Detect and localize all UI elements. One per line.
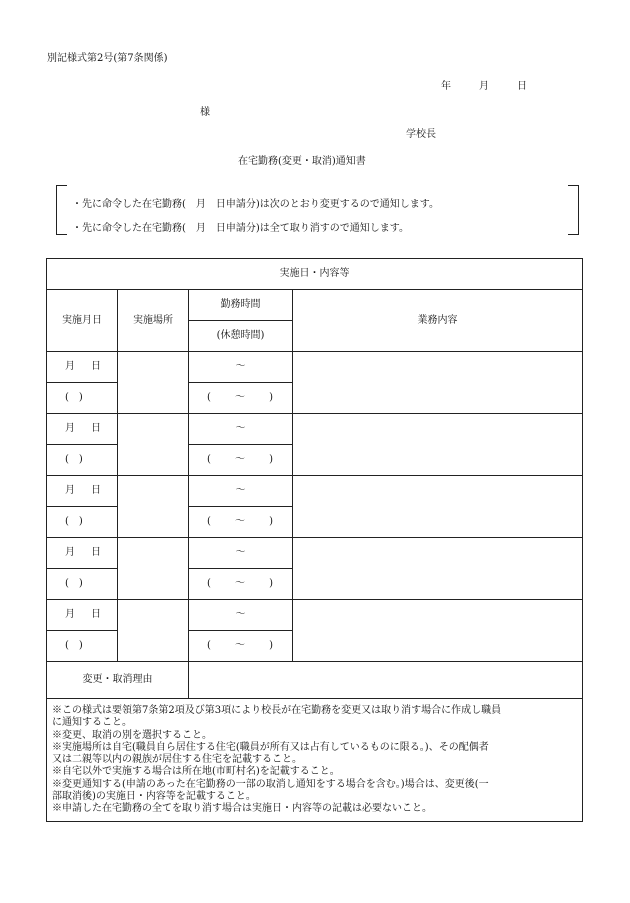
break-close-paren: ) (269, 578, 273, 589)
col-header-break: (休憩時間) (189, 321, 293, 352)
section-header: 実施日・内容等 (47, 259, 583, 290)
break-cell[interactable] (189, 631, 293, 662)
left-bracket (56, 185, 67, 235)
date-cell[interactable] (47, 414, 118, 445)
break-close-paren: ) (269, 454, 273, 465)
break-close-paren: ) (269, 516, 273, 527)
addressee-honorific: 様 (200, 107, 210, 118)
date-cell[interactable] (47, 600, 118, 631)
year-label: 年 (441, 81, 451, 92)
schedule-table (46, 258, 583, 822)
day-label: 日 (91, 485, 101, 496)
hours-cell[interactable] (189, 414, 293, 445)
date-cell[interactable] (47, 476, 118, 507)
month-label: 月 (65, 485, 75, 496)
month-label: 月 (65, 361, 75, 372)
notes-box (47, 699, 583, 822)
hours-cell[interactable] (189, 600, 293, 631)
option-change[interactable]: ・先に命令した在宅勤務( 月 日申請分)は次のとおり変更するので通知します。 (72, 199, 440, 210)
note-line: 部取消後)の実施日・内容等を記載すること。 (52, 791, 256, 803)
note-line: ※申請した在宅勤務の全てを取り消す場合は実施日・内容等の記載は必要ないこと。 (52, 803, 432, 815)
note-line: ※変更通知する(申請のあった在宅勤務の一部の取消し通知をする場合を含む。)場合は、変更後(一 (52, 778, 489, 790)
col-header-date: 実施月日 (47, 290, 118, 352)
break-open-paren: ( (207, 578, 211, 589)
weekday-cell[interactable] (47, 445, 118, 476)
date-line (441, 77, 527, 92)
hours-cell[interactable] (189, 476, 293, 507)
work-content-cell[interactable] (293, 352, 583, 414)
break-close-paren: ) (269, 392, 273, 403)
tilde-mark: ～ (235, 547, 246, 558)
break-cell[interactable] (189, 507, 293, 538)
document-title: 在宅勤務(変更・取消)通知書 (238, 156, 366, 167)
place-cell[interactable] (118, 414, 189, 476)
work-content-cell[interactable] (293, 414, 583, 476)
weekday-cell[interactable] (47, 383, 118, 414)
weekday-paren: ( ) (65, 640, 83, 651)
tilde-mark: ～ (235, 485, 246, 496)
date-cell[interactable] (47, 352, 118, 383)
weekday-paren: ( ) (65, 454, 83, 465)
day-label: 日 (91, 609, 101, 620)
col-header-place: 実施場所 (118, 290, 189, 352)
place-cell[interactable] (118, 352, 189, 414)
work-content-cell[interactable] (293, 476, 583, 538)
note-line: ※変更、取消の別を選択すること。 (52, 729, 212, 741)
break-open-paren: ( (207, 392, 211, 403)
option-cancel[interactable]: ・先に命令した在宅勤務( 月 日申請分)は全て取り消すので通知します。 (72, 223, 410, 234)
weekday-cell[interactable] (47, 507, 118, 538)
month-label: 月 (479, 81, 489, 92)
tilde-mark: ～ (235, 454, 245, 465)
day-label: 日 (91, 547, 101, 558)
month-label: 月 (65, 547, 75, 558)
break-cell[interactable] (189, 445, 293, 476)
work-content-cell[interactable] (293, 600, 583, 662)
date-cell[interactable] (47, 538, 118, 569)
weekday-cell[interactable] (47, 631, 118, 662)
hours-cell[interactable] (189, 352, 293, 383)
tilde-mark: ～ (235, 609, 246, 620)
break-cell[interactable] (189, 383, 293, 414)
weekday-paren: ( ) (65, 578, 83, 589)
weekday-paren: ( ) (65, 392, 83, 403)
tilde-mark: ～ (235, 516, 245, 527)
tilde-mark: ～ (235, 578, 245, 589)
col-header-hours: 勤務時間 (189, 290, 293, 321)
day-label: 日 (91, 361, 101, 372)
tilde-mark: ～ (235, 423, 246, 434)
tilde-mark: ～ (235, 640, 245, 651)
work-content-cell[interactable] (293, 538, 583, 600)
note-line: ※実施場所は自宅(職員自ら居住する住宅(職員が所有又は占有しているものに限る。)、その配偶者 (52, 741, 489, 753)
right-bracket (568, 185, 579, 235)
note-line: ※自宅以外で実施する場合は所在地(市町村名)を記載すること。 (52, 766, 340, 778)
hours-cell[interactable] (189, 538, 293, 569)
note-line: ※この様式は要領第7条第2項及び第3項により校長が在宅勤務を変更又は取り消す場合に作成し職員 (52, 705, 502, 716)
reason-label: 変更・取消理由 (47, 662, 189, 699)
break-cell[interactable] (189, 569, 293, 600)
col-header-work: 業務内容 (293, 290, 583, 352)
weekday-paren: ( ) (65, 516, 83, 527)
weekday-cell[interactable] (47, 569, 118, 600)
month-label: 月 (65, 423, 75, 434)
reason-field[interactable] (189, 662, 583, 699)
place-cell[interactable] (118, 476, 189, 538)
break-close-paren: ) (269, 640, 273, 651)
tilde-mark: ～ (235, 361, 246, 372)
break-open-paren: ( (207, 516, 211, 527)
day-label: 日 (91, 423, 101, 434)
break-open-paren: ( (207, 640, 211, 651)
day-label: 日 (517, 81, 527, 92)
place-cell[interactable] (118, 538, 189, 600)
place-cell[interactable] (118, 600, 189, 662)
sender-principal: 学校長 (406, 129, 436, 140)
form-number-label: 別記様式第2号(第7条関係) (47, 53, 168, 64)
tilde-mark: ～ (235, 392, 245, 403)
month-label: 月 (65, 609, 75, 620)
note-line: に通知すること。 (52, 717, 132, 729)
note-line: 又は二親等以内の親族が居住する住宅を記載すること。 (52, 754, 302, 766)
break-open-paren: ( (207, 454, 211, 465)
